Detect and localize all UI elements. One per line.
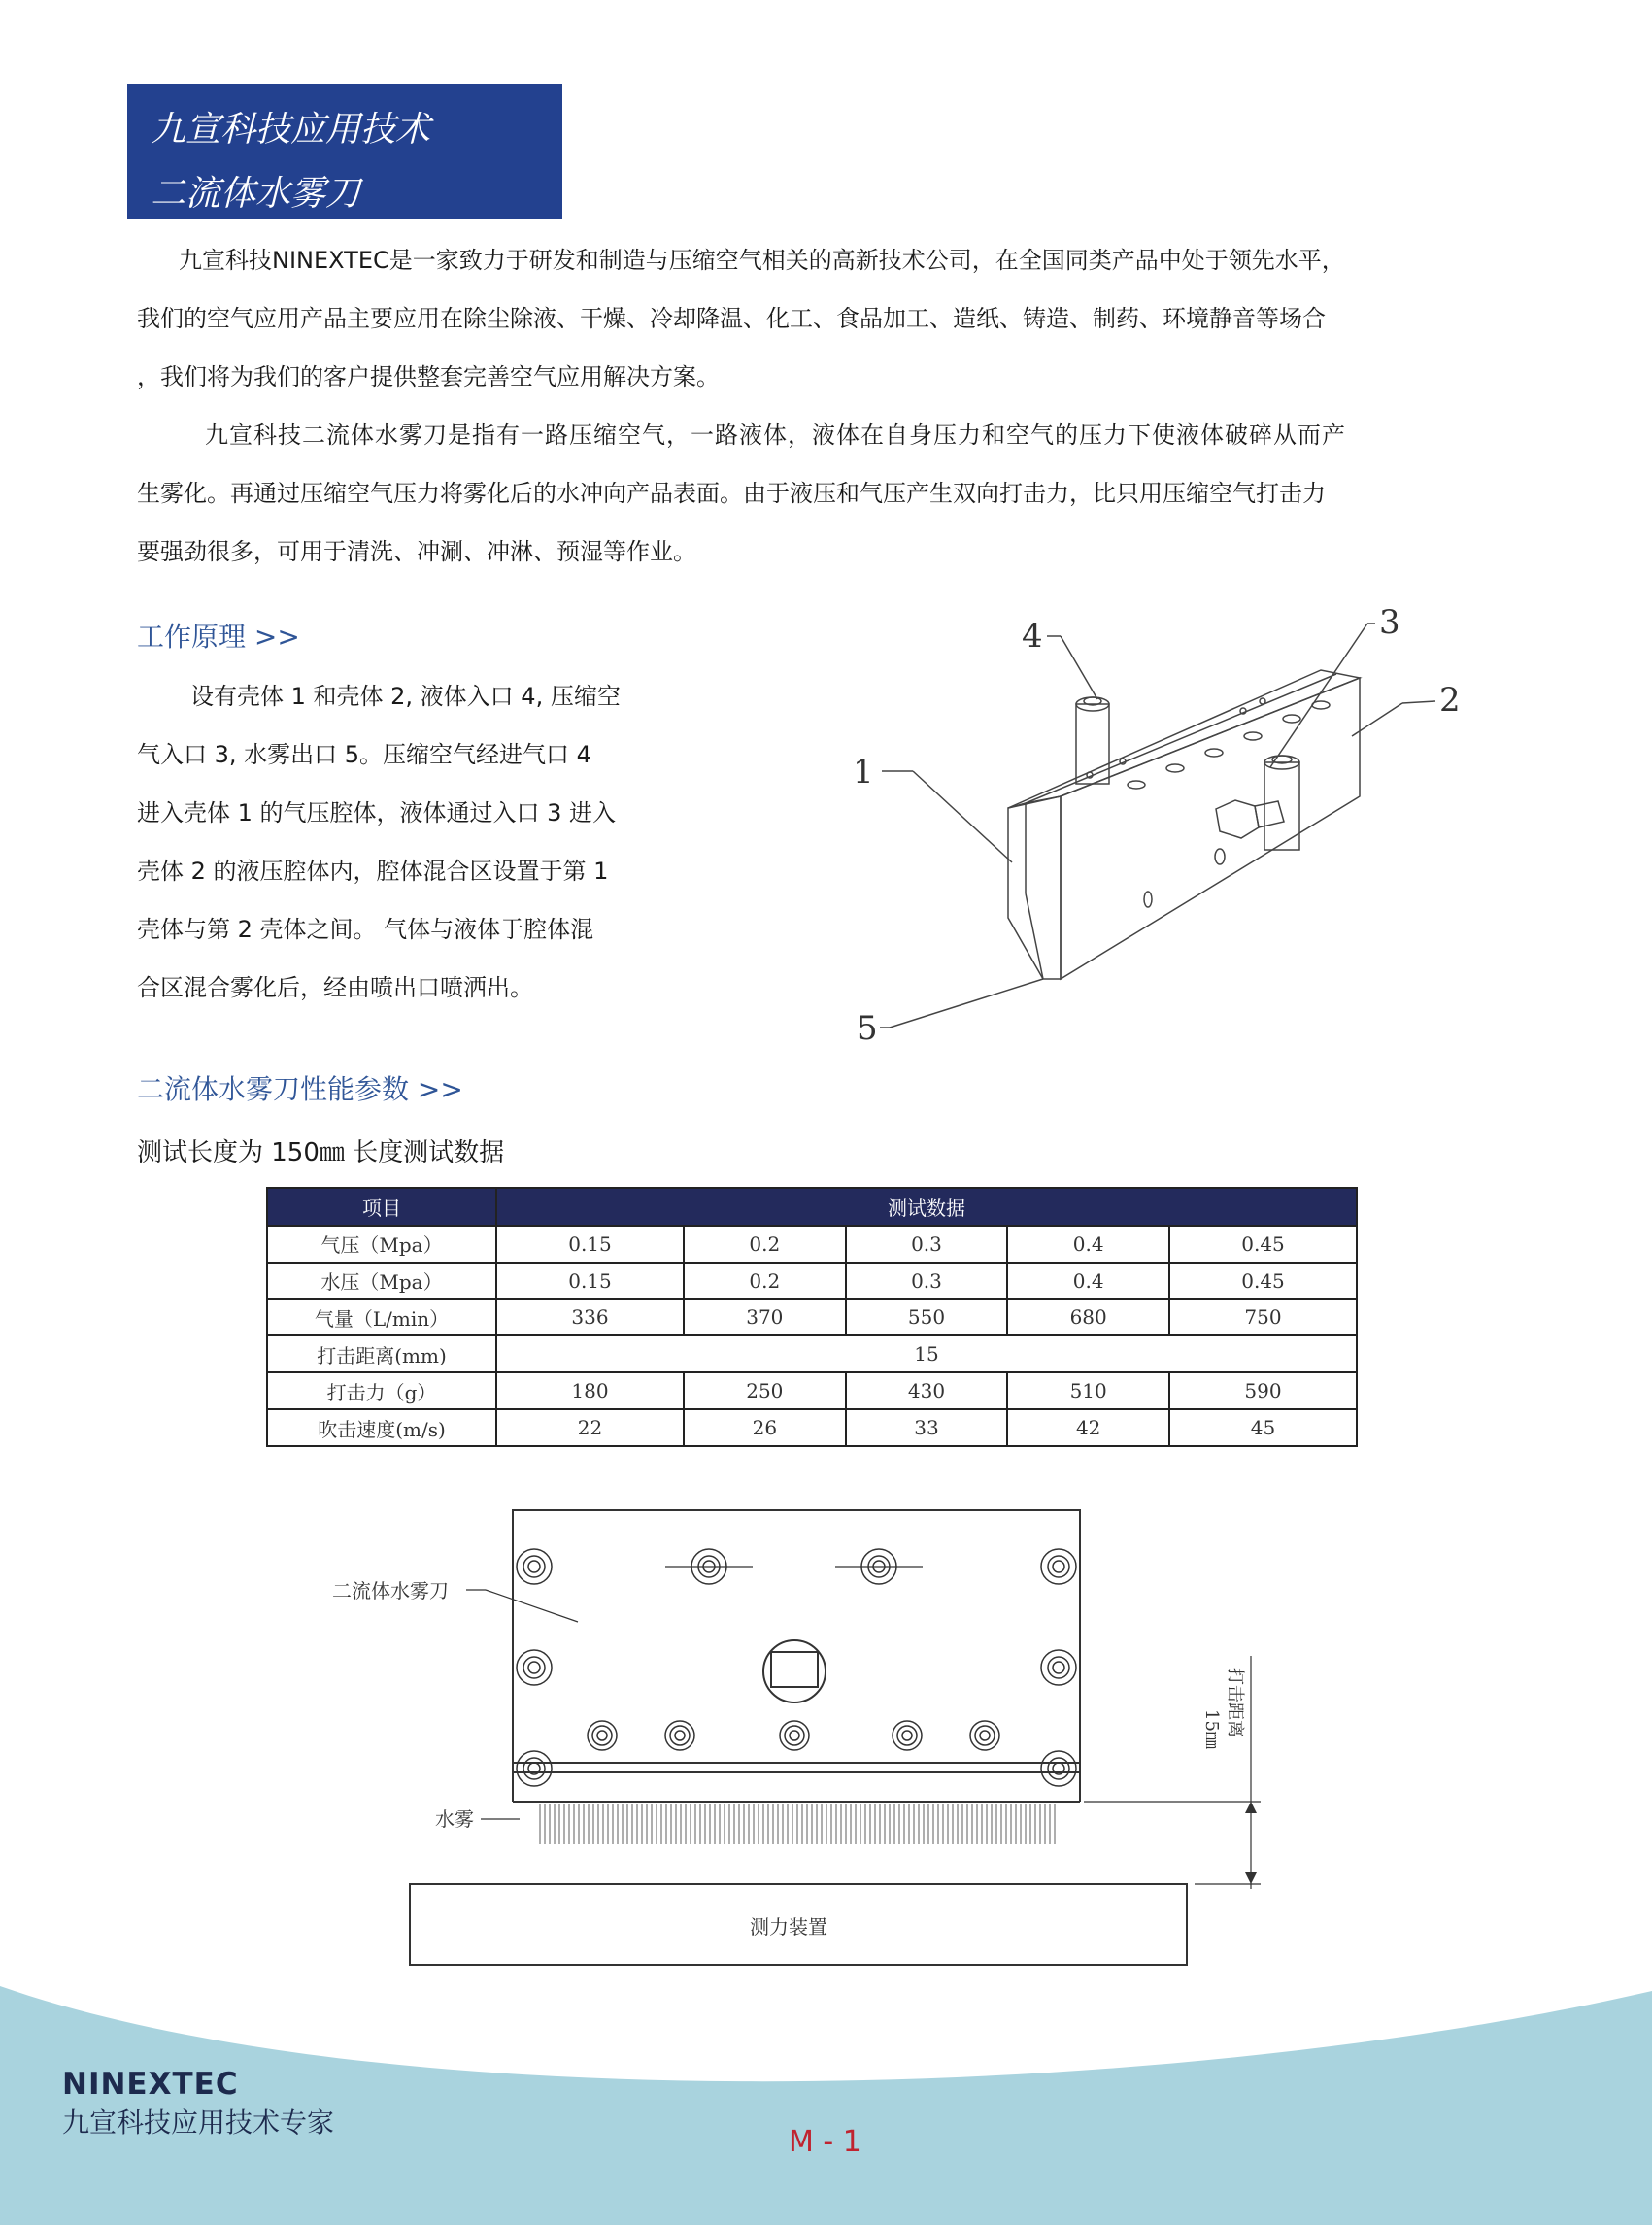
diagram-label-4: 4: [1022, 617, 1043, 656]
diagram-label-5: 5: [857, 1009, 878, 1048]
table-cell: 430: [846, 1372, 1008, 1409]
distance-label: 打击距离: [1225, 1668, 1245, 1737]
table-cell: 370: [684, 1299, 846, 1336]
principle-line: 设有壳体 1 和壳体 2, 液体入口 4, 压缩空: [190, 683, 621, 710]
table-cell: 33: [846, 1409, 1008, 1446]
test-setup-diagram: [320, 1500, 1292, 1976]
table-cell: 0.2: [684, 1226, 846, 1263]
row-label: 打击力（g）: [267, 1372, 496, 1409]
footer-wave: [0, 1972, 1652, 2225]
table-cell: 0.3: [846, 1263, 1008, 1299]
table-header-item: 项目: [267, 1188, 496, 1226]
title-banner: [127, 84, 562, 219]
table-cell: 22: [496, 1409, 684, 1446]
section-heading-principle: 工作原理 >>: [137, 621, 300, 653]
intro-line: 要强劲很多，可用于清洗、冲涮、冲淋、预湿等作业。: [137, 538, 696, 565]
row-label: 打击距离(mm): [267, 1335, 496, 1372]
table-header-data: 测试数据: [496, 1188, 1357, 1226]
diagram-label-1: 1: [853, 753, 874, 792]
intro-line: 生雾化。再通过压缩空气压力将雾化后的水冲向产品表面。由于液压和气压产生双向打击力，比只用压缩空气打击力: [137, 480, 1326, 507]
table-cell: 180: [496, 1372, 684, 1409]
table-cell: 250: [684, 1372, 846, 1409]
intro-line: 九宣科技NINEXTEC是一家致力于研发和制造与压缩空气相关的高新技术公司，在全国同类产品中处于领先水平，: [179, 247, 1345, 274]
table-cell: 510: [1007, 1372, 1169, 1409]
section-heading-performance: 二流体水雾刀性能参数 >>: [137, 1073, 463, 1105]
principle-line: 壳体 2 的液压腔体内，腔体混合区设置于第 1: [137, 858, 609, 885]
principle-line: 合区混合雾化后，经由喷出口喷洒出。: [137, 974, 533, 1001]
page-number: M - 1: [789, 2125, 861, 2159]
table-cell: 0.15: [496, 1226, 684, 1263]
intro-line: ，我们将为我们的客户提供整套完善空气应用解决方案。: [137, 363, 720, 390]
force-device-label: 测力装置: [750, 1915, 827, 1938]
table-cell: 0.4: [1007, 1263, 1169, 1299]
row-label: 吹击速度(m/s): [267, 1409, 496, 1446]
principle-line: 壳体与第 2 壳体之间。 气体与液体于腔体混: [137, 916, 594, 943]
diagram-label-3: 3: [1379, 603, 1400, 642]
table-row: [267, 1409, 1357, 1446]
intro-line: 九宣科技二流体水雾刀是指有一路压缩空气，一路液体，液体在自身压力和空气的压力下使液体破碎从而产: [205, 421, 1346, 449]
table-cell: 0.45: [1169, 1226, 1357, 1263]
row-label: 气量（L/min）: [267, 1299, 496, 1336]
table-row: [267, 1263, 1357, 1299]
table-cell: 15: [496, 1335, 1357, 1372]
test-subtitle: 测试长度为 150㎜ 长度测试数据: [137, 1138, 505, 1167]
table-cell: 336: [496, 1299, 684, 1336]
air-knife-isometric-diagram: [835, 602, 1476, 1049]
table-cell: 590: [1169, 1372, 1357, 1409]
table-cell: 26: [684, 1409, 846, 1446]
table-row: [267, 1335, 1357, 1372]
table-cell: 680: [1007, 1299, 1169, 1336]
footer-brand: NINEXTEC: [62, 2067, 239, 2102]
table-cell: 0.3: [846, 1226, 1008, 1263]
row-label: 气压（Mpa）: [267, 1226, 496, 1263]
principle-line: 气入口 3, 水雾出口 5。压缩空气经进气口 4: [137, 741, 591, 768]
title-line-1: 九宣科技应用技术: [151, 110, 431, 150]
table-cell: 0.4: [1007, 1226, 1169, 1263]
table-cell: 550: [846, 1299, 1008, 1336]
title-line-2: 二流体水雾刀: [151, 174, 361, 214]
performance-table: [266, 1187, 1358, 1447]
intro-line: 我们的空气应用产品主要应用在除尘除液、干燥、冷却降温、化工、食品加工、造纸、铸造、制药、环境静音等场合: [137, 305, 1326, 332]
table-row: [267, 1299, 1357, 1336]
distance-value: 15㎜: [1201, 1709, 1222, 1749]
mist-label: 水雾: [435, 1807, 474, 1831]
row-label: 水压（Mpa）: [267, 1263, 496, 1299]
table-row: [267, 1372, 1357, 1409]
table-cell: 750: [1169, 1299, 1357, 1336]
table-cell: 0.2: [684, 1263, 846, 1299]
table-cell: 0.15: [496, 1263, 684, 1299]
diagram-label-2: 2: [1439, 681, 1461, 720]
knife-label: 二流体水雾刀: [332, 1579, 449, 1602]
table-cell: 0.45: [1169, 1263, 1357, 1299]
table-cell: 42: [1007, 1409, 1169, 1446]
table-cell: 45: [1169, 1409, 1357, 1446]
footer-slogan: 九宣科技应用技术专家: [62, 2107, 335, 2139]
table-row: [267, 1226, 1357, 1263]
principle-line: 进入壳体 1 的气压腔体，液体通过入口 3 进入: [137, 799, 617, 826]
